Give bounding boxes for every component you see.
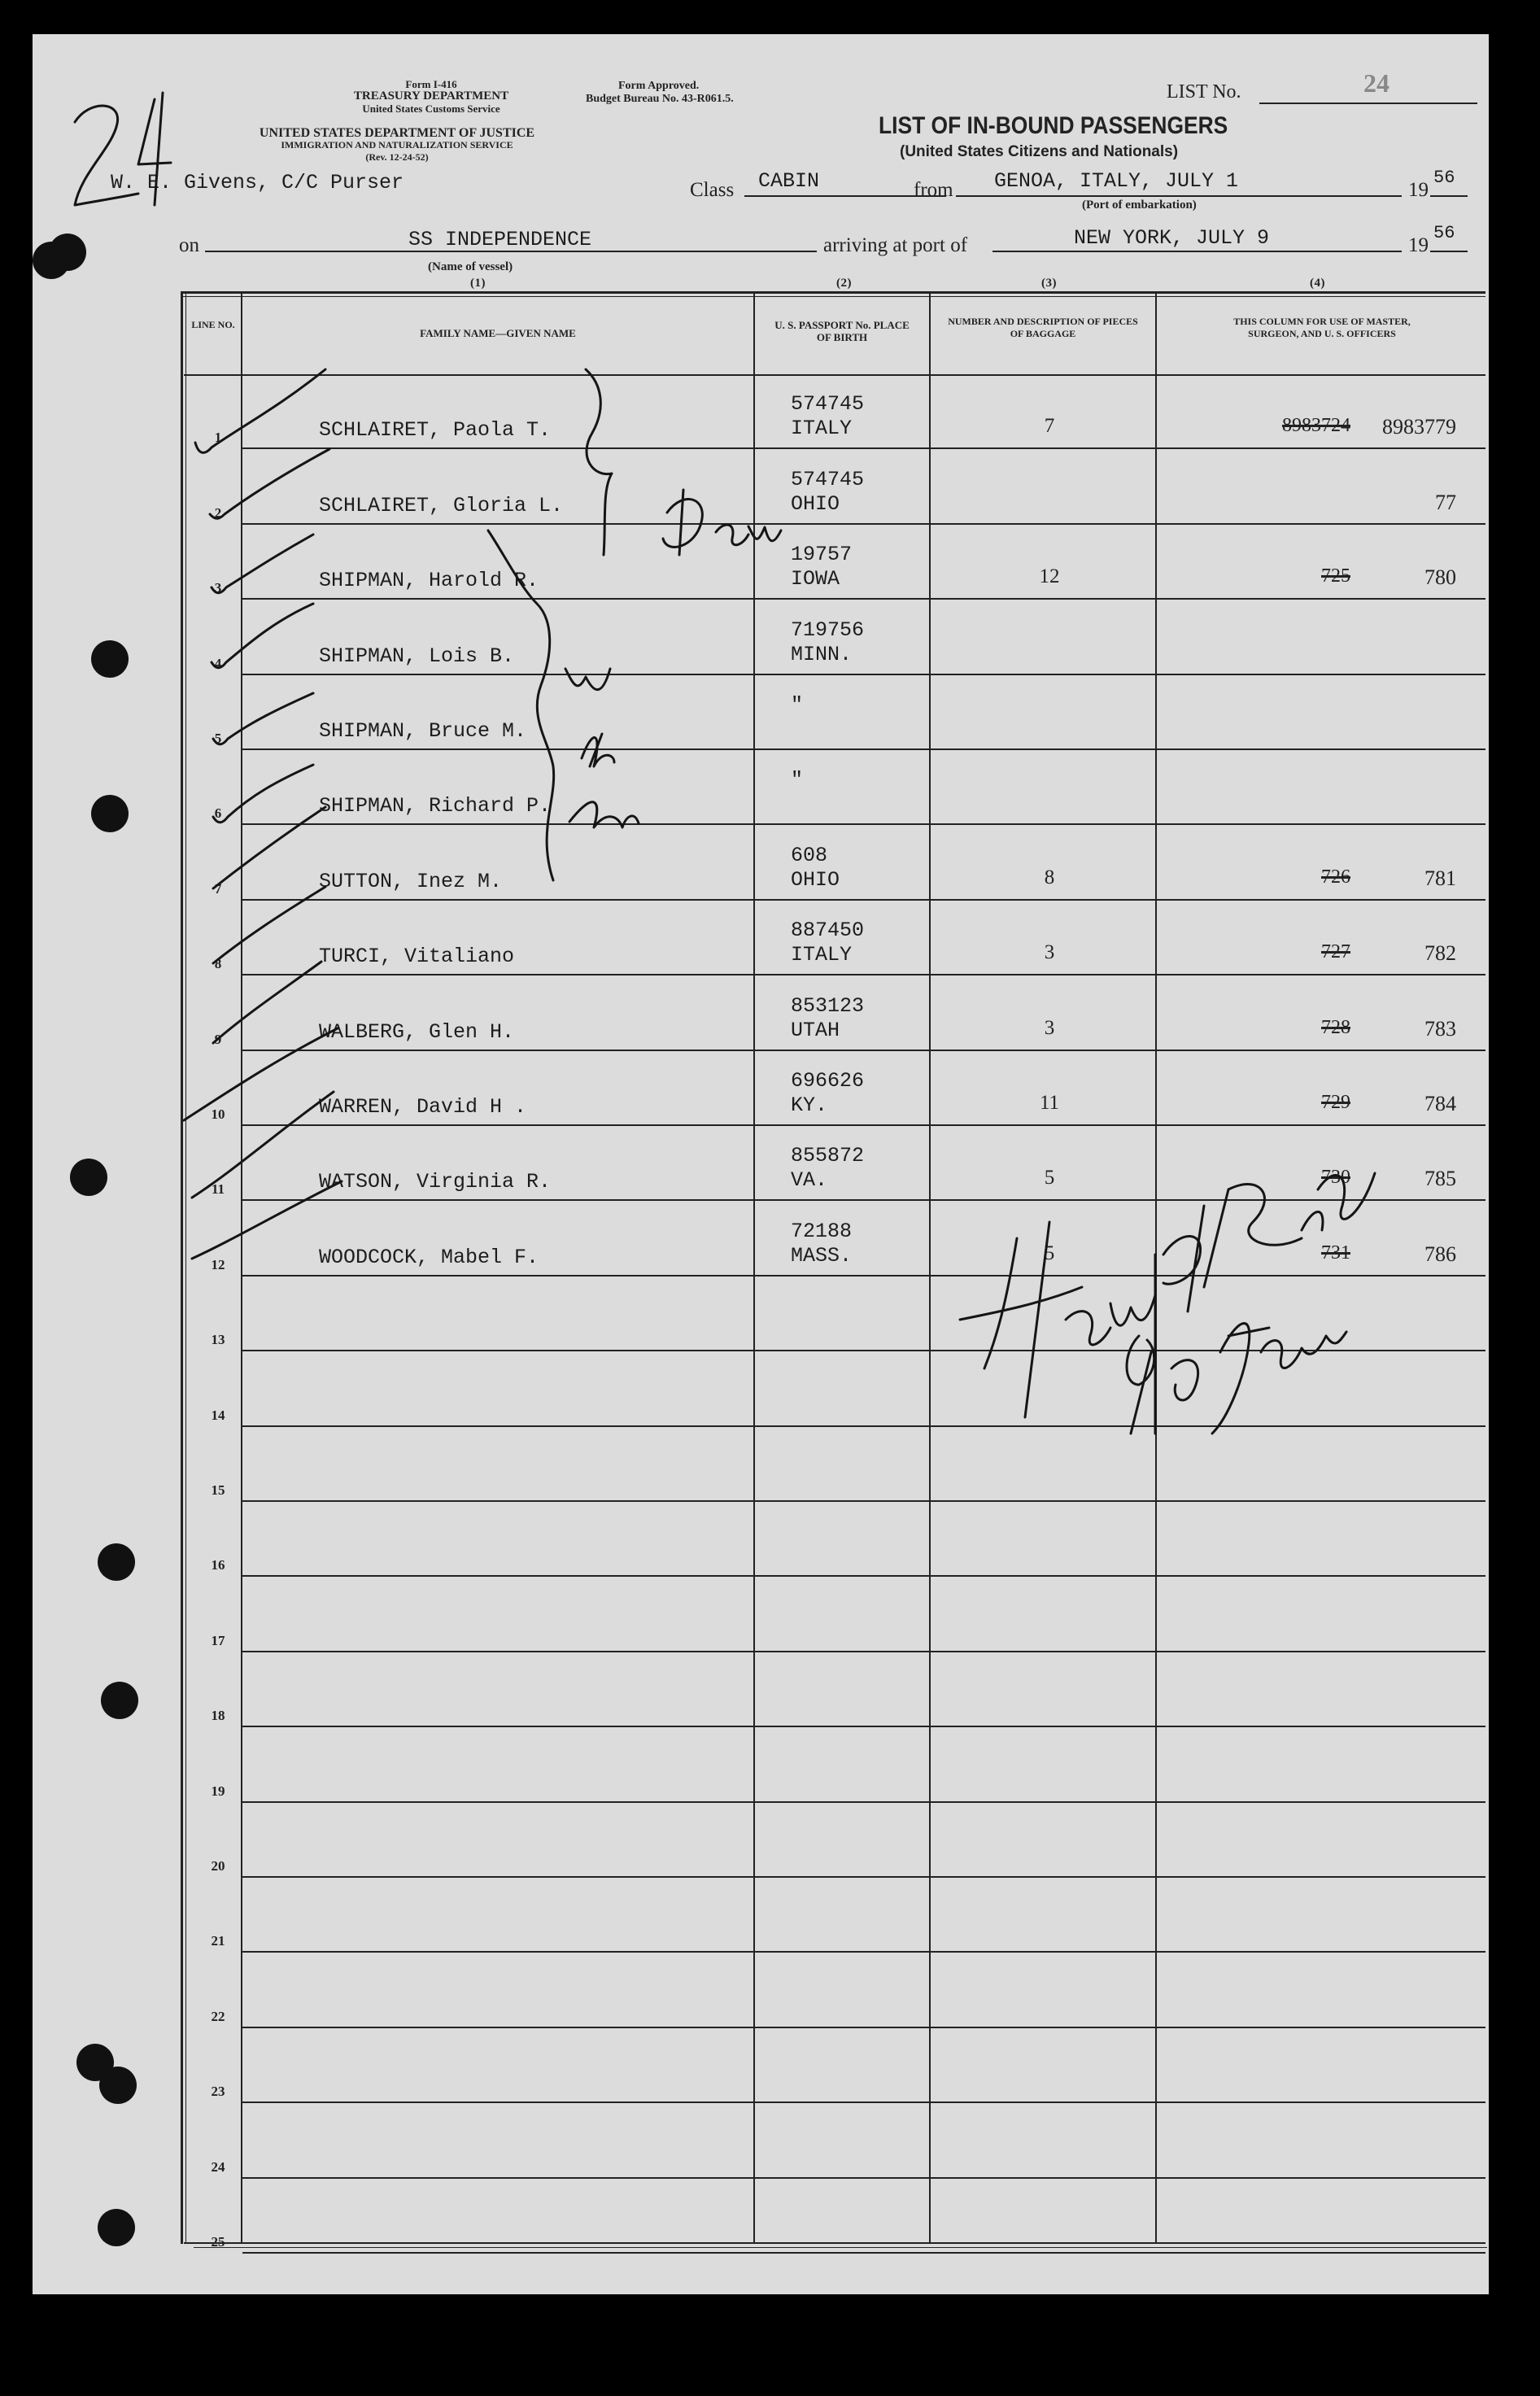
list-no-label: LIST No. [1167, 81, 1241, 103]
officer-number: 786 [1424, 1242, 1456, 1266]
passenger-name: TURCI, Vitaliano [319, 945, 515, 969]
class-value: CABIN [758, 169, 820, 193]
struck-number: 730 [1321, 1167, 1350, 1189]
baggage-count: 12 [1039, 565, 1060, 588]
passport-number: 887450 [791, 919, 865, 943]
passport-number: 72188 [791, 1219, 853, 1243]
passenger-name: SCHLAIRET, Paola T. [319, 418, 552, 443]
customs-label: United States Customs Service [362, 103, 500, 115]
line-number: 18 [211, 1708, 225, 1724]
baggage-count: 5 [1044, 1167, 1055, 1189]
from-label: from [914, 179, 953, 201]
line-number: 3 [214, 580, 222, 596]
header-officers: THIS COLUMN FOR USE OF MASTER, SURGEON, AND U. S. OFFICERS [1233, 316, 1411, 339]
line-number: 12 [211, 1256, 225, 1272]
line-number: 5 [214, 731, 222, 746]
baggage-count: 3 [1044, 941, 1055, 964]
passport-number: 696626 [791, 1069, 865, 1093]
passenger-name: SHIPMAN, Bruce M. [319, 719, 527, 743]
line-number: 2 [214, 504, 222, 521]
place-of-birth: OHIO [791, 491, 840, 516]
form-approved: Form Approved. [618, 80, 700, 92]
header-line-no: LINE NO. [191, 319, 235, 330]
line-number: 22 [211, 2008, 225, 2024]
line-number: 6 [214, 805, 222, 822]
dam-initials [663, 490, 781, 555]
line-number: 13 [211, 1332, 225, 1348]
passenger-name: WATSON, Virginia R. [319, 1170, 552, 1194]
officer-number: 785 [1424, 1167, 1456, 1191]
place-of-birth: UTAH [791, 1018, 840, 1042]
passenger-name: SCHLAIRET, Gloria L. [319, 493, 564, 517]
col-num-2: (2) [836, 277, 852, 290]
passenger-name: SHIPMAN, Harold R. [319, 569, 539, 593]
officer-number: 780 [1424, 565, 1456, 590]
vessel-label: (Name of vessel) [428, 260, 513, 273]
line-number: 25 [211, 2234, 225, 2250]
line-number: 11 [211, 1181, 225, 1198]
year-prefix-2: 19 [1408, 234, 1429, 256]
embark-port: GENOA, ITALY, JULY 1 [994, 169, 1239, 193]
passport-number: 574745 [791, 392, 865, 417]
passenger-name: WOODCOCK, Mabel F. [319, 1245, 539, 1269]
line-number: 1 [214, 430, 222, 446]
line-number: 24 [211, 2158, 225, 2175]
initials-marks [565, 669, 639, 827]
inspector-signature [960, 1173, 1375, 1434]
line-number: 19 [211, 1783, 225, 1799]
line-number: 21 [211, 1933, 225, 1949]
place-of-birth: ITALY [791, 943, 853, 967]
header-passport: U. S. PASSPORT No. PLACE OF BIRTH [774, 319, 910, 343]
baggage-count: 8 [1044, 866, 1055, 888]
year-arrival: 56 [1433, 223, 1455, 243]
baggage-count: 11 [1039, 1092, 1060, 1114]
vessel-name: SS INDEPENDENCE [408, 228, 592, 251]
col-num-3: (3) [1041, 277, 1057, 290]
struck-number: 727 [1321, 941, 1350, 963]
arriving-label: arriving at port of [823, 234, 968, 256]
place-of-birth: IOWA [791, 567, 840, 591]
col-num-1: (1) [470, 277, 486, 290]
on-label: on [179, 234, 199, 256]
officer-number: 8983779 [1382, 415, 1456, 439]
class-label: Class [690, 179, 735, 201]
passport-number: " [791, 693, 804, 717]
line-number: 4 [214, 655, 222, 671]
passenger-name: SUTTON, Inez M. [319, 869, 503, 893]
page-title: LIST OF IN-BOUND PASSENGERS [879, 112, 1228, 139]
passport-number: 19757 [791, 543, 853, 567]
line-number: 17 [211, 1632, 225, 1648]
struck-number: 726 [1321, 866, 1350, 888]
officer-number: 784 [1424, 1092, 1456, 1115]
col-num-4: (4) [1310, 277, 1325, 290]
passport-number: 574745 [791, 467, 865, 491]
baggage-count: 5 [1044, 1242, 1055, 1264]
passport-number: 719756 [791, 618, 865, 642]
list-number: 24 [1363, 68, 1389, 98]
year-embark: 56 [1433, 168, 1455, 188]
place-of-birth: OHIO [791, 867, 840, 892]
justice-label: UNITED STATES DEPARTMENT OF JUSTICE [259, 126, 535, 140]
passport-number: " [791, 768, 804, 792]
place-of-birth: ITALY [791, 417, 853, 441]
line-number: 8 [214, 956, 222, 972]
baggage-count: 7 [1044, 415, 1055, 438]
struck-number: 731 [1321, 1242, 1350, 1263]
handwriting-overlay [33, 34, 1489, 2294]
passenger-list-page [33, 34, 1489, 2294]
officer-number: 783 [1424, 1016, 1456, 1041]
ins-label: IMMIGRATION AND NATURALIZATION SERVICE [281, 139, 513, 151]
passenger-name: WARREN, David H . [319, 1095, 527, 1119]
page-subtitle: (United States Citizens and Nationals) [900, 143, 1179, 160]
officer-number: 77 [1435, 490, 1456, 514]
place-of-birth: KY. [791, 1093, 828, 1117]
line-number: 14 [211, 1407, 225, 1423]
struck-number: 725 [1321, 565, 1350, 587]
header-name: FAMILY NAME—GIVEN NAME [420, 327, 576, 339]
place-of-birth: MASS. [791, 1243, 853, 1268]
struck-number: 729 [1321, 1092, 1350, 1113]
passport-number: 608 [791, 843, 828, 867]
line-number: 20 [211, 1858, 225, 1874]
line-number: 10 [211, 1106, 225, 1122]
form-number: Form I-416 [405, 78, 457, 90]
line-number: 23 [211, 2084, 225, 2100]
passenger-name: WALBERG, Glen H. [319, 1019, 515, 1044]
line-number: 7 [214, 880, 222, 897]
line-number: 9 [214, 1031, 222, 1047]
budget-bureau: Budget Bureau No. 43-R061.5. [586, 93, 734, 105]
row-check-marks [184, 369, 342, 1259]
place-of-birth: VA. [791, 1168, 828, 1193]
rev-label: (Rev. 12-24-52) [365, 151, 429, 163]
year-prefix: 19 [1408, 179, 1429, 201]
header-baggage: NUMBER AND DESCRIPTION OF PIECES OF BAGGAGE [948, 316, 1138, 339]
officer-number: 782 [1424, 941, 1456, 966]
corner-number-24 [75, 93, 171, 205]
baggage-count: 3 [1044, 1016, 1055, 1039]
struck-number: 728 [1321, 1016, 1350, 1038]
officer-number: 781 [1424, 866, 1456, 890]
passenger-name: SHIPMAN, Richard P. [319, 794, 552, 818]
family-bracket-marks [488, 369, 612, 880]
passport-number: 853123 [791, 993, 865, 1018]
line-number: 16 [211, 1557, 225, 1573]
treasury-label: TREASURY DEPARTMENT [353, 89, 509, 103]
purser-name: W. E. Givens, C/C Purser [111, 171, 404, 194]
struck-number: 8983724 [1282, 415, 1350, 437]
passport-number: 855872 [791, 1144, 865, 1168]
line-number: 15 [211, 1482, 225, 1498]
place-of-birth: MINN. [791, 642, 853, 666]
passenger-name: SHIPMAN, Lois B. [319, 644, 515, 668]
port-embark-label: (Port of embarkation) [1082, 199, 1197, 212]
arrival-port: NEW YORK, JULY 9 [1074, 226, 1270, 250]
